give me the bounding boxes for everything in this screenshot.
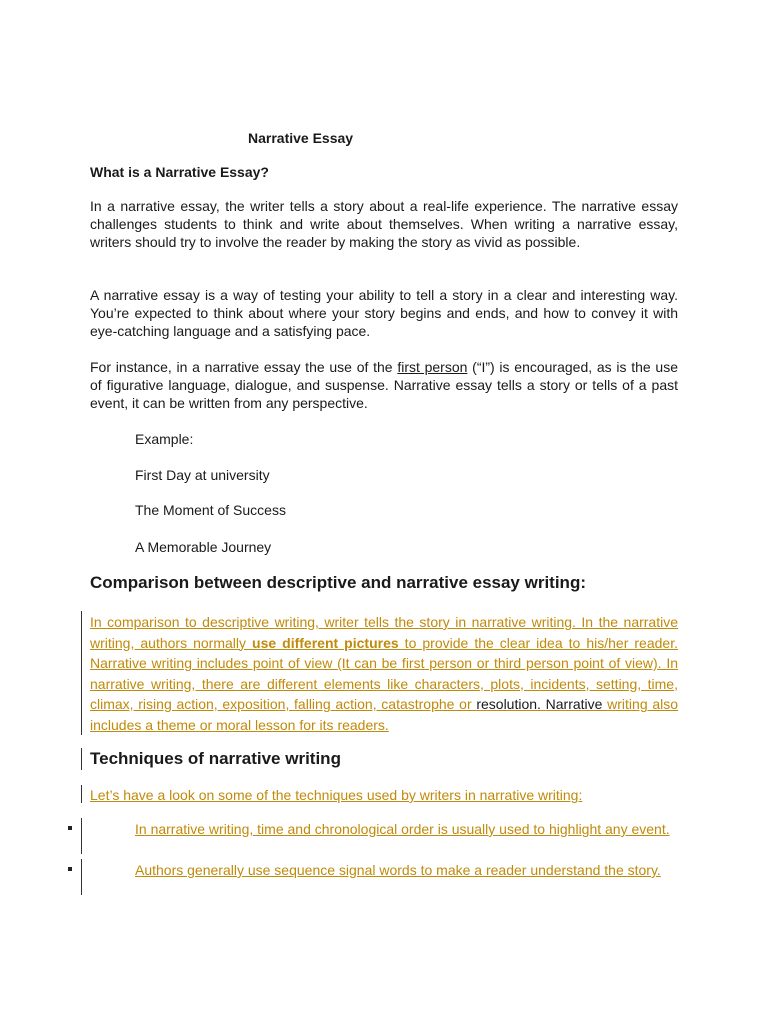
comparison-text-2: to provide the clear idea to his/her reader. Narrative writing includes point of view (It can be first person or third person point of view). In narrative writing, there are different elements like characters, plots, incidents, setting, time, climax, rising action, exposition, falling action, catastrophe or <box>90 634 678 712</box>
technique-bullet-item: In narrative writing, time and chronological order is usually used to highlight any event. <box>135 821 670 837</box>
resolution-text: resolution. <box>476 696 541 712</box>
what-is-heading: What is a Narrative Essay? <box>90 164 269 180</box>
change-bar <box>81 859 82 895</box>
paragraph-ability: A narrative essay is a way of testing your ability to tell a story in a clear and interesting way. You’re expected to think about where your story begins and ends, and how to convey it with eye-catching language and a satisfying pace. <box>90 287 678 339</box>
example-item: A Memorable Journey <box>135 539 272 555</box>
comparison-text-3: writing also includes a theme or moral lesson for its readers. <box>90 696 678 733</box>
document-title: Narrative Essay <box>248 130 354 146</box>
comparison-bold-text: use different pictures <box>252 634 399 651</box>
comparison-text-1: In comparison to descriptive writing, writer tells the story in narrative writing. In the narrative writing, authors normally <box>90 614 678 651</box>
example-item: First Day at university <box>135 467 270 483</box>
bullet-icon <box>68 826 72 830</box>
change-bar <box>81 748 82 770</box>
example-label: Example: <box>135 431 194 447</box>
p3-text-before: For instance, in a narrative essay the use of the <box>90 359 398 375</box>
techniques-heading: Techniques of narrative writing <box>90 749 341 768</box>
comparison-paragraph <box>90 612 678 735</box>
technique-bullet-item: Authors generally use sequence signal words to make a reader understand the story. <box>135 862 661 878</box>
first-person-link[interactable]: first person <box>397 359 468 375</box>
change-bar <box>81 818 82 854</box>
techniques-intro: Let’s have a look on some of the techniques used by writers in narrative writing: <box>90 787 583 803</box>
bullet-icon <box>68 867 72 871</box>
change-bar <box>81 785 82 803</box>
paragraph-definition: In a narrative essay, the writer tells a story about a real-life experience. The narrative essay challenges students to think and write about themselves. When writing a narrative essay, writers should try to involve the reader by making the story as vivid as possible. <box>90 198 678 250</box>
paragraph-first-person <box>90 358 678 412</box>
p3-text-after: (“I”) is encouraged, as is the use of figurative language, dialogue, and suspense. Narrative essay tells a story or tells of a past event, it can be written from any perspective. <box>90 359 679 411</box>
comparison-heading: Comparison between descriptive and narrative essay writing: <box>90 573 586 592</box>
example-item: The Moment of Success <box>135 502 286 518</box>
narrative-text: Narrative <box>545 696 603 712</box>
change-bar <box>81 611 82 735</box>
